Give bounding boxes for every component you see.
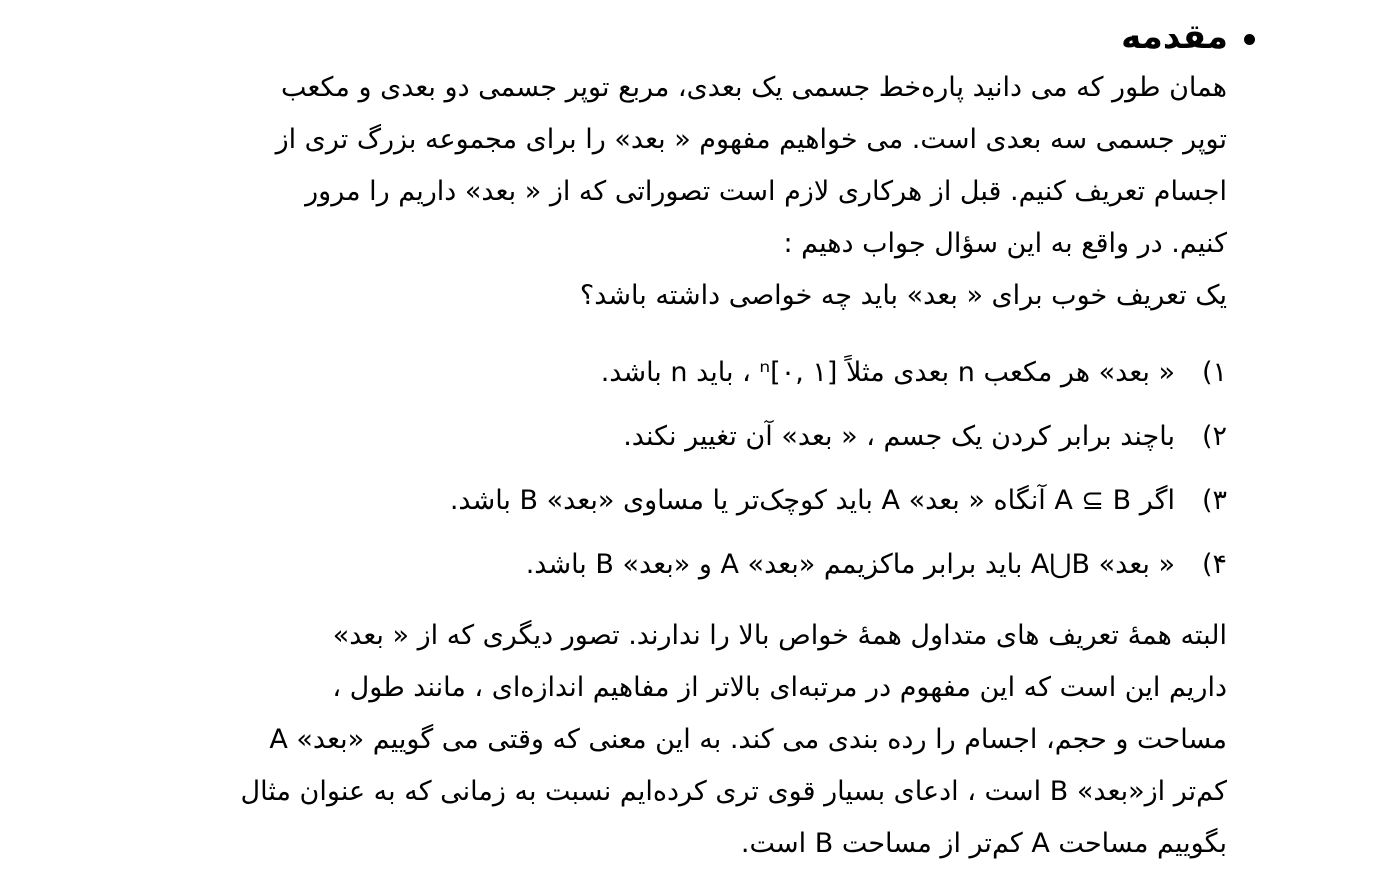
section-heading-row [1121, 12, 1255, 62]
list-item [192, 468, 1227, 532]
intro-line: همان طور که می دانید پاره‌خط جسمی یک بعدی، مربع توپر جسمی دو بعدی و مکعب [280, 72, 1227, 103]
closing-paragraph [192, 610, 1227, 870]
section-heading: مقدمه [1121, 17, 1228, 57]
properties-list [192, 340, 1227, 596]
list-item-number: ۴) [1201, 548, 1227, 580]
closing-line: بگوییم مساحت A کم‌تر از مساحت B است. [740, 828, 1227, 859]
list-item-text: باچند برابر کردن یک جسم ، « بعد» آن تغییر نکند. [623, 420, 1175, 452]
closing-line: داریم این است که این مفهوم در مرتبه‌ای بالاتر از مفاهیم اندازه‌ای ، مانند طول ، [332, 672, 1227, 703]
list-item-number: ۱) [1201, 356, 1227, 388]
list-item-number: ۲) [1201, 420, 1227, 452]
list-item [192, 532, 1227, 596]
intro-line: کنیم. در واقع به این سؤال جواب دهیم : [783, 228, 1227, 259]
closing-line: کم‌تر از«بعد» B است ، ادعای بسیار قوی تری کرده‌ایم نسبت به زمانی که به عنوان مثال [240, 776, 1227, 807]
list-item-text: « بعد» A⋃B باید برابر ماکزیمم «بعد» A و «بعد» B باشد. [525, 548, 1175, 580]
closing-line: مساحت و حجم، اجسام را رده بندی می کند. به این معنی که وقتی می گوییم «بعد» A [269, 724, 1227, 755]
closing-line: البته همهٔ تعریف های متداول همهٔ خواص بالا را ندارند. تصور دیگری که از « بعد» [332, 620, 1227, 651]
list-item [192, 404, 1227, 468]
list-item-number: ۳) [1201, 484, 1227, 516]
list-item-text: اگر A ⊆ B آنگاه « بعد» A باید کوچک‌تر یا مساوی «بعد» B باشد. [449, 484, 1175, 516]
list-item [192, 340, 1227, 404]
intro-question: یک تعریف خوب برای « بعد» باید چه خواصی داشته باشد؟ [579, 280, 1227, 311]
bullet-icon [1244, 34, 1255, 45]
intro-paragraph [192, 62, 1227, 322]
list-item-text: « بعد» هر مکعب n بعدی مثلاً ⁿ[۰, ۱] ، باید n باشد. [600, 356, 1175, 388]
intro-line: اجسام تعریف کنیم. قبل از هرکاری لازم است تصوراتی که از « بعد» داریم را مرور [305, 176, 1227, 207]
intro-line: توپر جسمی سه بعدی است. می خواهیم مفهوم « بعد» را برای مجموعه بزرگ تری از [275, 124, 1227, 155]
